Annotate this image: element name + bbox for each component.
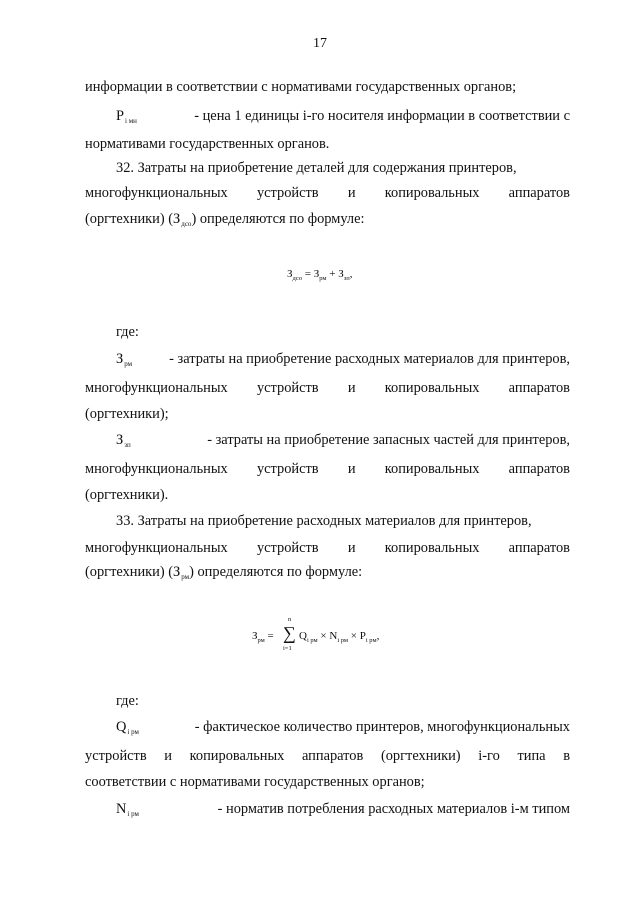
text-line: (оргтехники). [85,487,169,503]
definition-text: - цена 1 единицы i-го носителя информации в соответствии с [194,108,570,124]
paragraph-33-heading: 33. Затраты на приобретение расходных материалов для принтеров, [116,513,532,529]
text-line: информации в соответствии с нормативами государственных органов; [85,79,517,95]
formula-z-dso: $З_{дсо} = З_{рм} + З_{зп}$, [287,268,353,282]
page-number: 17 [313,36,327,51]
sum-lower-limit: i=1 [283,645,292,652]
definition-z-rm-line: $З_{рм}$ - затраты на приобретение расходных материалов для принтеров, [116,350,570,373]
justified-line: многофункциональных устройств и копировальных аппаратов [85,380,570,396]
justified-line: многофункциональных устройств и копировальных аппаратов [85,185,570,201]
symbol-z-rm-inline: $З_{рм}$ [173,564,190,581]
sum-sign: ∑ [283,623,296,643]
justified-line: многофункциональных устройств и копировальных аппаратов [85,540,570,556]
document-page: 17 информации в соответствии с нормативами государственных органов; $P_{i мн}$ - цена 1 единицы i-го носителя информации в соответствии с нормативами государственных органов. 32. Затраты на приобретение деталей для содержания принтеров, многофункциональных устройств и копировальных аппаратов (оргтехники) $(З_{дсо})$ определяются по формуле: $З_{дсо} = З_{рм} + З_{зп}$, где: $З_{рм}$ - затраты на приобретение расходных материалов для принтеров, многофункциональных устройств и копировальных аппаратов (оргтехники); $З_{зп}$ - затраты на приобретение запасных частей для принтеров, многофункциональных устройств и копировальных аппаратов (оргтехники). 33. Затраты на приобретение расходных материалов для принтеров, многофункциональных устройств и копировальных аппаратов (оргтехники) $(З_{рм})$ определяются по формуле: $З_{рм}$ = n ∑ i=1 $Q_{i рм} \times N_{i рм} \times P_{i рм}$, где: $Q_{i рм}$ - фактическое количество принтеров, многофункциональных устройств и копировальных аппаратов (оргтехники) i-го типа в соответствии с нормативами государственных органов; $N_{i рм}$ - норматив потребления расходных материалов i-м типом [0,0,640,905]
symbol-n: $N_{i рм}$ [116,801,139,818]
symbol-z-dso: $З_{дсо}$ [173,211,192,228]
justified-line: многофункциональных устройств и копировальных аппаратов [85,461,570,477]
definition-z-zp-line: $З_{зп}$ - затраты на приобретение запасных частей для принтеров, [116,431,570,454]
justified-line: устройств и копировальных аппаратов (оргтехники) i-го типа в [85,748,570,764]
symbol-z-rm: $З_{рм}$ [116,351,133,368]
text-line-with-symbol: (оргтехники) $(З_{дсо})$ определяются по формуле: [85,210,364,233]
sum-upper-limit: n [288,616,292,623]
symbol-z-zp: $З_{зп}$ [116,432,131,449]
definition-n-line: $N_{i рм}$ - норматив потребления расходных материалов i-м типом [116,800,570,823]
symbol-p: $P_{i мн}$ [116,108,137,125]
text-line: нормативами государственных органов. [85,136,330,152]
where-label: где: [116,693,139,709]
where-label: где: [116,324,139,340]
definition-q-line: $Q_{i рм}$ - фактическое количество принтеров, многофункциональных [116,718,570,741]
text-line: (оргтехники); [85,406,169,422]
symbol-q: $Q_{i рм}$ [116,719,139,736]
text-line: соответствии с нормативами государственных органов; [85,774,425,790]
paragraph-32-heading: 32. Затраты на приобретение деталей для содержания принтеров, [116,160,517,176]
text-line-with-symbol: (оргтехники) $(З_{рм})$ определяются по формуле: [85,563,362,586]
definition-p-line [116,107,570,130]
